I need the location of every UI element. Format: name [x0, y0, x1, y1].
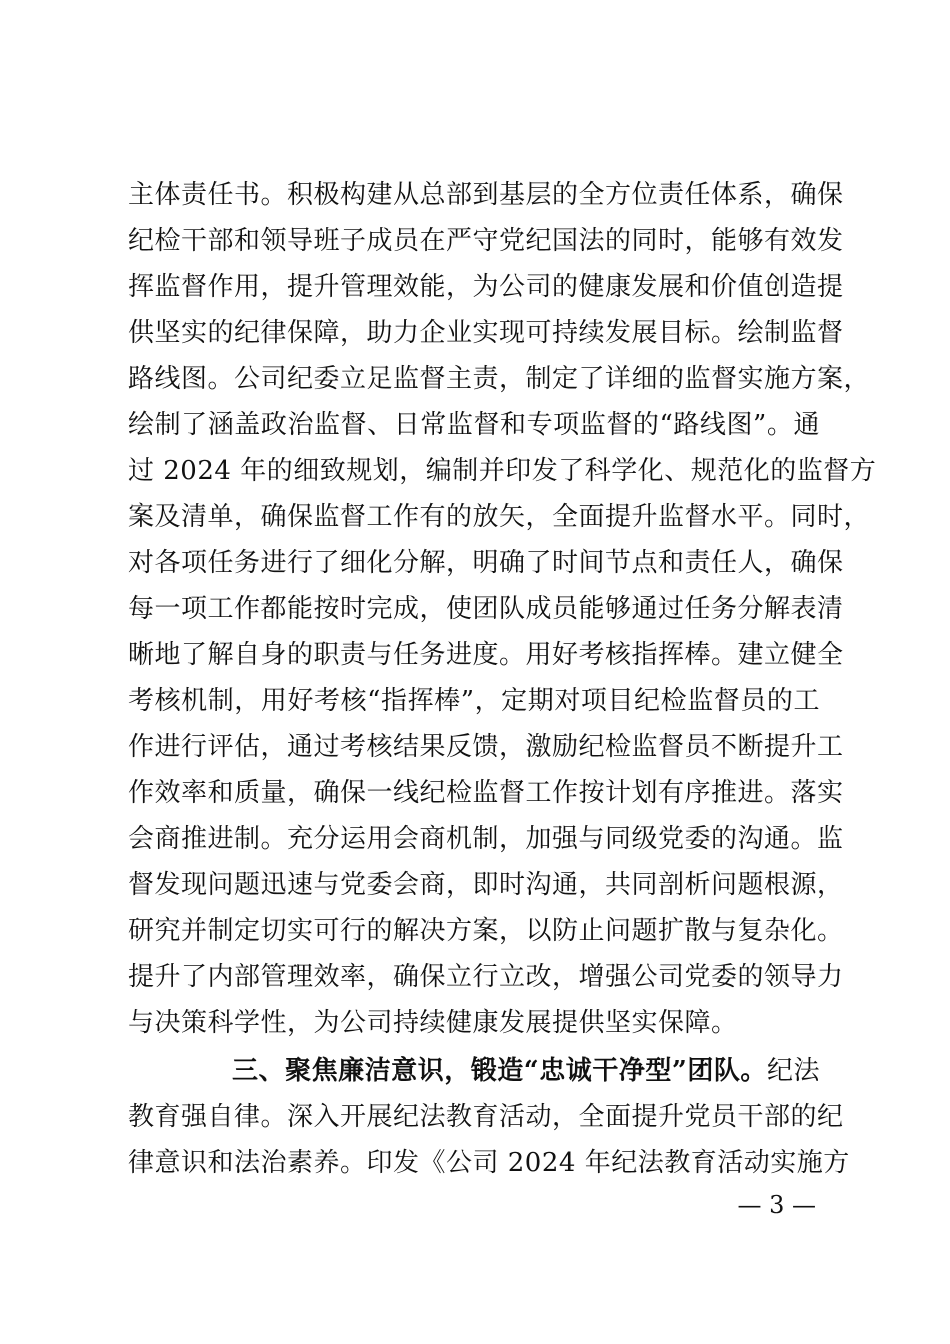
paragraph-2-line-1	[128, 1048, 820, 1094]
paragraph-1-line-19: 与决策科学性，为公司持续健康发展提供坚实保障。	[128, 1008, 738, 1038]
paragraph-1-line-16: 督发现问题迅速与党委会商，即时沟通，共同剖析问题根源，	[128, 870, 844, 900]
paragraph-2-line-2: 教育强自律。深入开展纪法教育活动，全面提升党员干部的纪	[128, 1102, 844, 1132]
paragraph-1-line-15: 会商推进制。充分运用会商机制，加强与同级党委的沟通。监	[128, 824, 844, 854]
paragraph-1-line-1: 主体责任书。积极构建从总部到基层的全方位责任体系，确保	[128, 180, 844, 210]
page-number: — 3 —	[737, 1191, 816, 1219]
paragraph-1-line-14: 作效率和质量，确保一线纪检监督工作按计划有序推进。落实	[128, 778, 844, 808]
paragraph-1-line-5: 路线图。公司纪委立足监督主责，制定了详细的监督实施方案，	[128, 364, 871, 394]
paragraph-1-line-17: 研究并制定切实可行的解决方案，以防止问题扩散与复杂化。	[128, 916, 844, 946]
paragraph-2-line-3: 律意识和法治素养。印发《公司 2024 年纪法教育活动实施方	[128, 1148, 850, 1178]
paragraph-1-line-12: 考核机制，用好考核“指挥棒”，定期对项目纪检监督员的工	[128, 686, 820, 716]
paragraph-1-line-18: 提升了内部管理效率，确保立行立改，增强公司党委的领导力	[128, 962, 844, 992]
paragraph-1-line-9: 对各项任务进行了细化分解，明确了时间节点和责任人，确保	[128, 548, 844, 578]
section-heading: 三、聚焦廉洁意识，锻造“忠诚干净型”团队。	[232, 1056, 767, 1086]
paragraph-1-line-3: 挥监督作用，提升管理效能，为公司的健康发展和价值创造提	[128, 272, 844, 302]
paragraph-1-line-7: 过 2024 年的细致规划，编制并印发了科学化、规范化的监督方	[128, 456, 877, 486]
paragraph-1-line-11: 晰地了解自身的职责与任务进度。用好考核指挥棒。建立健全	[128, 640, 844, 670]
paragraph-1-line-2: 纪检干部和领导班子成员在严守党纪国法的同时，能够有效发	[128, 226, 844, 256]
paragraph-1-line-4: 供坚实的纪律保障，助力企业实现可持续发展目标。绘制监督	[128, 318, 844, 348]
paragraph-1-line-13: 作进行评估，通过考核结果反馈，激励纪检监督员不断提升工	[128, 732, 844, 762]
paragraph-1-line-8: 案及清单，确保监督工作有的放矢，全面提升监督水平。同时，	[128, 502, 871, 532]
paragraph-1-line-10: 每一项工作都能按时完成，使团队成员能够通过任务分解表清	[128, 594, 844, 624]
paragraph-2-line-1-rest: 纪法	[766, 1056, 820, 1086]
paragraph-1-line-6: 绘制了涵盖政治监督、日常监督和专项监督的“路线图”。通	[128, 410, 820, 440]
